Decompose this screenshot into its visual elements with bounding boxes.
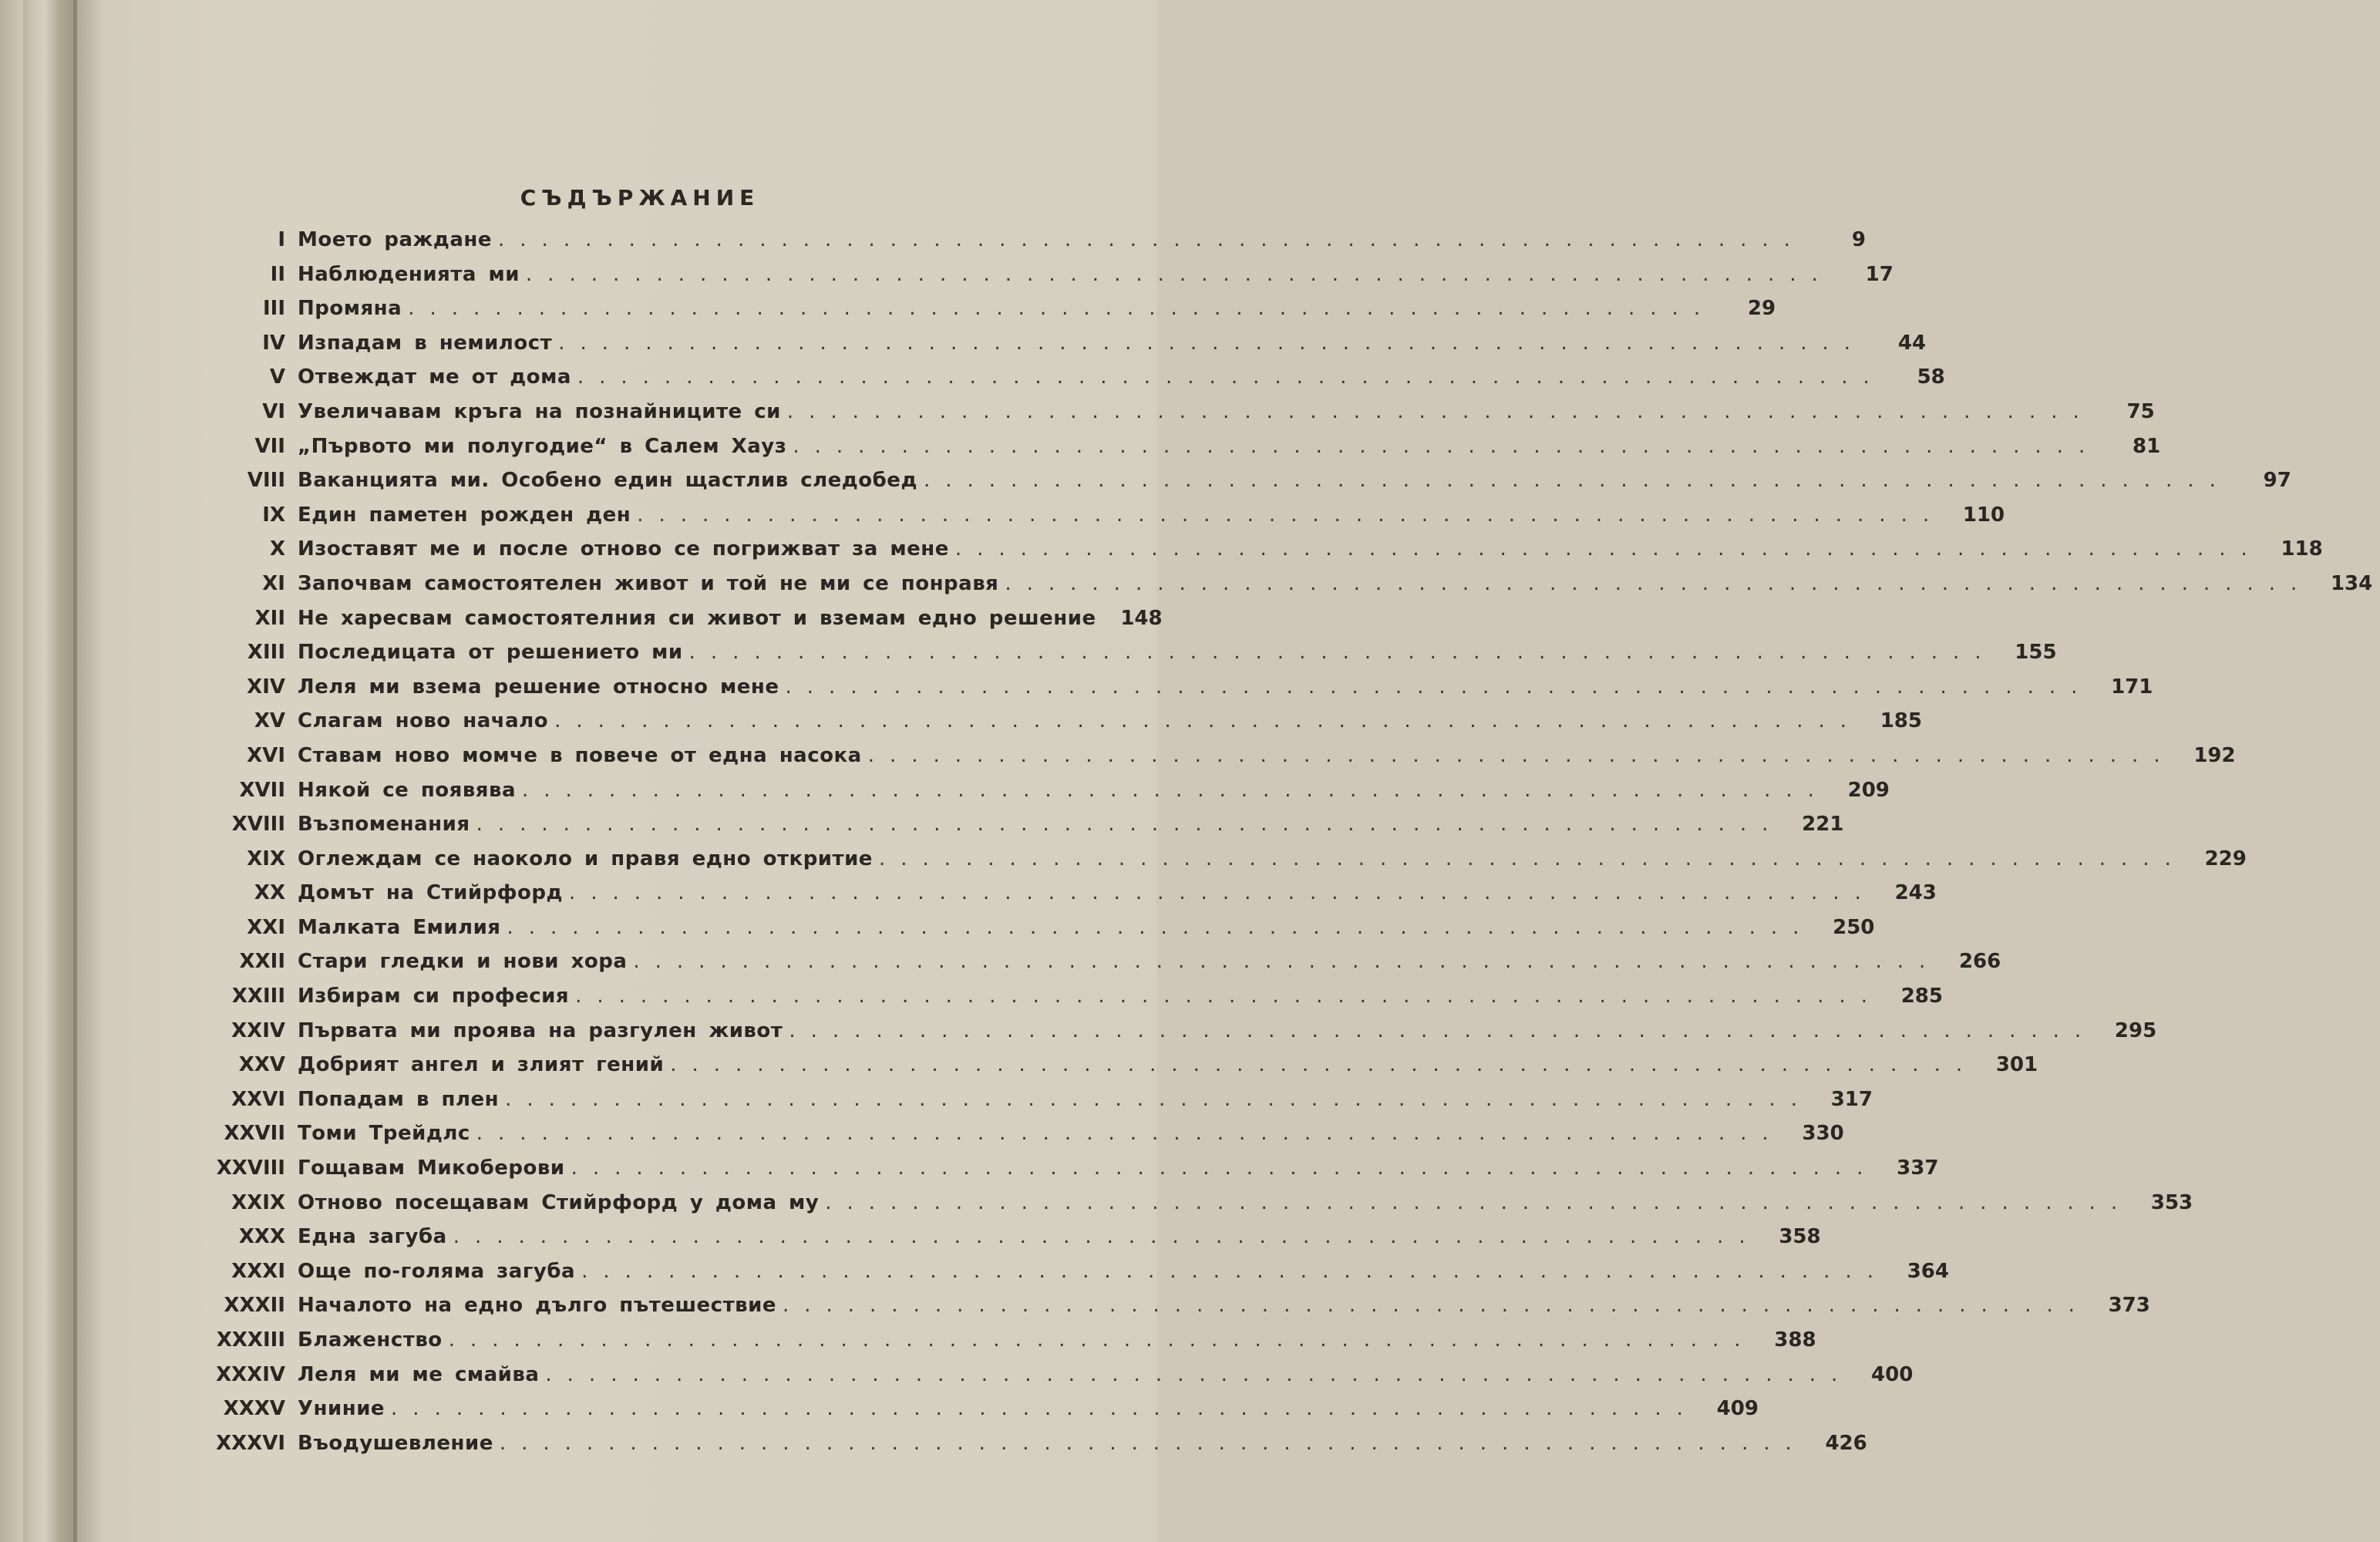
toc-entry	[185, 399, 2155, 435]
toc-entry	[185, 469, 2291, 503]
chapter-number: XXXV	[223, 1397, 285, 1421]
dot-leader: ............................................................	[558, 331, 1867, 355]
page-number: 330	[1802, 1122, 1844, 1146]
chapter-title: Възпоменания	[298, 813, 470, 837]
chapter-number: VI	[262, 399, 285, 423]
toc-entry	[185, 606, 1163, 641]
toc-entry	[185, 1190, 2193, 1226]
table-of-contents	[185, 228, 2373, 1466]
page-number: 110	[1962, 503, 2005, 527]
chapter-title: Стари гледки и нови хора	[298, 950, 628, 974]
chapter-title: Не харесвам самостоятелния си живот и вземам едно решение	[298, 606, 1096, 630]
chapter-number: XXXI	[231, 1259, 285, 1283]
toc-entry	[185, 571, 2373, 607]
dot-leader: ............................................................	[554, 709, 1862, 733]
page-number: 58	[1917, 365, 1945, 389]
toc-entry	[185, 881, 1937, 916]
dot-leader: ............................................................	[867, 743, 2176, 767]
chapter-title: Избирам си професия	[298, 985, 570, 1008]
dot-leader: ............................................................	[786, 399, 2095, 423]
toc-entry	[185, 1362, 1914, 1398]
book-spine	[23, 0, 77, 1542]
chapter-number: X	[269, 537, 285, 561]
chapter-number: XXII	[239, 950, 285, 974]
dot-leader: ............................................................	[571, 1156, 1879, 1180]
chapter-number: XXI	[247, 915, 285, 939]
chapter-title: Домът на Стийрфорд	[298, 881, 563, 905]
toc-entry	[185, 915, 1875, 951]
chapter-number: XXXII	[224, 1294, 285, 1318]
page-number: 301	[1995, 1053, 2038, 1077]
chapter-number: XX	[254, 881, 285, 905]
toc-entry	[185, 1328, 1816, 1363]
dot-leader: ............................................................	[575, 985, 1883, 1008]
chapter-number: VIII	[247, 469, 285, 493]
chapter-number: XXVII	[224, 1122, 285, 1146]
page-number: 409	[1716, 1397, 1759, 1421]
page-number: 285	[1900, 985, 1943, 1008]
toc-entry	[185, 1397, 1759, 1432]
dot-leader: ............................................................	[505, 1087, 1813, 1111]
dot-leader: ............................................................	[954, 537, 2263, 561]
toc-entry	[185, 1156, 1939, 1191]
dot-leader: ............................................................	[793, 434, 2101, 458]
page-number: 400	[1871, 1362, 1914, 1386]
page-number: 97	[2263, 469, 2291, 493]
dot-leader: ............................................................	[1005, 571, 2313, 595]
dot-leader: ............................................................	[878, 847, 2186, 870]
toc-entry	[185, 675, 2153, 710]
chapter-title: Въодушевление	[298, 1431, 493, 1455]
chapter-title: Започвам самостоятелен живот и той не ми се понравя	[298, 571, 999, 595]
chapter-number: XXXVI	[216, 1431, 285, 1455]
page-number: 426	[1825, 1431, 1867, 1455]
chapter-number: XV	[254, 709, 285, 733]
chapter-title: Леля ми ме смайва	[298, 1362, 540, 1386]
toc-entry	[185, 1122, 1844, 1156]
chapter-title: Началото на едно дълго пътешествие	[298, 1294, 776, 1318]
dot-leader: ............................................................	[785, 675, 2093, 699]
dot-leader: ............................................................	[476, 813, 1784, 837]
chapter-number: XXX	[238, 1225, 285, 1249]
chapter-number: XII	[254, 606, 285, 630]
chapter-title: Гощавам Микоберови	[298, 1156, 565, 1180]
dot-leader: ............................................................	[545, 1362, 1853, 1386]
chapter-number: XVII	[239, 778, 285, 802]
dot-leader: ............................................................	[522, 778, 1830, 802]
toc-entry	[185, 1431, 1867, 1466]
dot-leader: ............................................................	[688, 641, 1997, 665]
chapter-number: II	[270, 262, 285, 286]
toc-entry	[185, 228, 1866, 263]
chapter-title: Леля ми взема решение относно мене	[298, 675, 779, 699]
chapter-title: Добрият ангел и злият гений	[298, 1053, 665, 1077]
page-number: 373	[2108, 1294, 2150, 1318]
chapter-title: Оглеждам се наоколо и правя едно откритие	[298, 847, 873, 870]
toc-entry	[185, 743, 2236, 779]
chapter-number: XXXIII	[216, 1328, 285, 1352]
chapter-title: Изпадам в немилост	[298, 331, 553, 355]
chapter-number: XIII	[247, 641, 285, 665]
toc-entry	[185, 1053, 2038, 1088]
chapter-number: IV	[262, 331, 285, 355]
page-number: 364	[1907, 1259, 1949, 1283]
chapter-number: V	[269, 365, 285, 389]
chapter-title: Отново посещавам Стийрфорд у дома му	[298, 1190, 820, 1214]
toc-entry	[185, 503, 2005, 538]
chapter-number: IX	[262, 503, 285, 527]
page-number: 155	[2015, 641, 2057, 665]
page-number: 185	[1880, 709, 1922, 733]
toc-entry	[185, 813, 1844, 847]
dot-leader: ............................................................	[408, 297, 1716, 321]
page-number: 221	[1802, 813, 1844, 837]
chapter-title: Един паметен рожден ден	[298, 503, 631, 527]
chapter-number: XXVI	[231, 1087, 285, 1111]
toc-entry	[185, 331, 1927, 366]
dot-leader: ............................................................	[637, 503, 1945, 527]
page-number: 75	[2126, 399, 2155, 423]
toc-entry	[185, 365, 1945, 400]
chapter-number: XXIX	[231, 1190, 285, 1214]
dot-leader: ............................................................	[577, 365, 1885, 389]
toc-entry	[185, 262, 1894, 298]
dot-leader: ............................................................	[448, 1328, 1756, 1352]
toc-entry	[185, 950, 2001, 985]
page-number: 229	[2204, 847, 2247, 870]
page-number: 171	[2111, 675, 2153, 699]
chapter-title: Униние	[298, 1397, 385, 1421]
page-number: 9	[1851, 228, 1866, 251]
dot-leader: ............................................................	[581, 1259, 1889, 1283]
chapter-title: Някой се появява	[298, 778, 516, 802]
chapter-title: Една загуба	[298, 1225, 447, 1249]
dot-leader: ............................................................	[633, 950, 1941, 974]
toc-entry	[185, 847, 2247, 882]
toc-entry	[185, 1018, 2157, 1054]
dot-leader: ............................................................	[923, 469, 2231, 493]
toc-entry	[185, 537, 2323, 572]
toc-entry	[185, 985, 1943, 1019]
dot-leader: ............................................................	[453, 1225, 1761, 1249]
dot-leader: ............................................................	[825, 1190, 2133, 1214]
dot-leader: ............................................................	[568, 881, 1877, 905]
page-number: 243	[1894, 881, 1937, 905]
chapter-title: Моето раждане	[298, 228, 493, 251]
dot-leader: ............................................................	[789, 1018, 2097, 1042]
chapter-title: Малката Емилия	[298, 915, 501, 939]
chapter-title: Слагам ново начало	[298, 709, 549, 733]
spine-shadow	[73, 0, 104, 1542]
chapter-number: XXVIII	[216, 1156, 285, 1180]
chapter-number: XXIV	[231, 1018, 285, 1042]
chapter-title: Ваканцията ми. Особено един щастлив следобед	[298, 469, 917, 493]
chapter-title: Изоставят ме и после отново се погрижват за мене	[298, 537, 949, 561]
chapter-title: Още по-голяма загуба	[298, 1259, 576, 1283]
chapter-title: Попадам в плен	[298, 1087, 500, 1111]
page-number: 81	[2133, 434, 2161, 458]
chapter-number: XXV	[238, 1053, 285, 1077]
chapter-number: XI	[262, 571, 285, 595]
page-number: 44	[1897, 331, 1927, 355]
chapter-number: III	[262, 297, 285, 321]
chapter-number: XIX	[247, 847, 285, 870]
page-number: 29	[1747, 297, 1776, 321]
chapter-number: XVI	[247, 743, 285, 767]
chapter-title: Увеличавам кръга на познайниците си	[298, 399, 781, 423]
toc-entry	[185, 434, 2161, 470]
page-number: 250	[1833, 915, 1875, 939]
chapter-number: XXXIV	[216, 1362, 285, 1386]
chapter-title: Първата ми проява на разгулен живот	[298, 1018, 783, 1042]
page-number: 134	[2330, 571, 2373, 595]
chapter-title: Блаженство	[298, 1328, 443, 1352]
chapter-title: Наблюденията ми	[298, 262, 520, 286]
chapter-number: I	[278, 228, 285, 251]
chapter-title: Последицата от решението ми	[298, 641, 683, 665]
chapter-title: Промяна	[298, 297, 402, 321]
page-number: 148	[1120, 606, 1163, 630]
dot-leader: ............................................................	[476, 1122, 1784, 1146]
chapter-title: Отвеждат ме от дома	[298, 365, 571, 389]
dot-leader: ............................................................	[525, 262, 1833, 286]
chapter-title: Томи Трейдлс	[298, 1122, 470, 1146]
toc-entry	[185, 1225, 1821, 1260]
page-title: СЪДЪРЖАНИЕ	[520, 185, 760, 210]
page-number: 209	[1847, 778, 1890, 802]
dot-leader: ............................................................	[499, 1431, 1807, 1455]
toc-entry	[185, 641, 2057, 675]
page-number: 317	[1830, 1087, 1873, 1111]
dot-leader: ............................................................	[507, 915, 1815, 939]
page-number: 358	[1779, 1225, 1821, 1249]
page-number: 192	[2193, 743, 2236, 767]
page-number: 118	[2281, 537, 2323, 561]
chapter-number: VII	[254, 434, 285, 458]
toc-entry	[185, 1259, 1949, 1295]
toc-entry	[185, 709, 1922, 744]
page-number: 388	[1774, 1328, 1816, 1352]
toc-entry	[185, 778, 1890, 813]
dot-leader: ............................................................	[782, 1294, 2090, 1318]
chapter-number: XIV	[247, 675, 285, 699]
chapter-number: XXIII	[231, 985, 285, 1008]
dot-leader: ............................................................	[670, 1053, 1978, 1077]
page-number: 295	[2114, 1018, 2157, 1042]
chapter-title: Ставам ново момче в повече от една насока	[298, 743, 862, 767]
chapter-title: „Първото ми полугодие“ в Салем Хауз	[298, 434, 787, 458]
dot-leader: ............................................................	[498, 228, 1806, 251]
toc-entry	[185, 1294, 2150, 1328]
toc-entry	[185, 1087, 1873, 1123]
page-number: 17	[1865, 262, 1894, 286]
chapter-number: XVIII	[231, 813, 285, 837]
toc-entry	[185, 297, 1776, 332]
page-number: 353	[2150, 1190, 2193, 1214]
page-number: 337	[1897, 1156, 1939, 1180]
page-number: 266	[1958, 950, 2001, 974]
dot-leader: ............................................................	[391, 1397, 1698, 1421]
